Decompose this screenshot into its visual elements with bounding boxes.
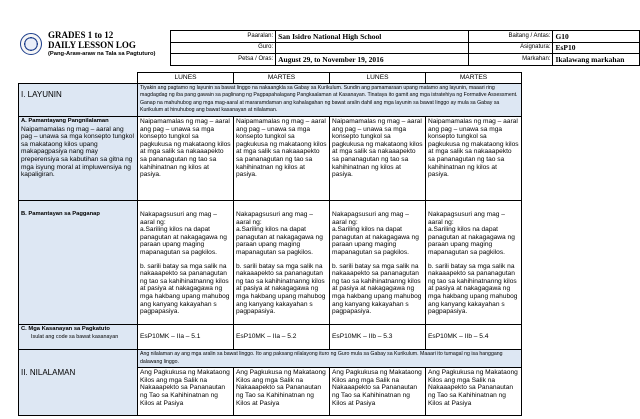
pangnilalaman-cell: Naipamamalas ng mag – aaral ang pag – unawa sa mga konsepto tungkol sa pagkukusa ng makataong kilos at mga salik sa nakaaapekto sa pananagutan ng tao sa kahihinatnan ng kilos at pasiya.	[234, 116, 330, 200]
kasanayan-code: EsP10MK – IIa – 5.2	[234, 324, 330, 349]
nilalaman-cell: Ang Pagkukusa ng Makataong Kilos ang mga Salik na Nakaaapekto sa Pananautan ng Tao sa Kahihinatnan ng Kilos at Pasiya	[426, 368, 522, 416]
markahan-label: Markahan:	[469, 54, 553, 66]
pamantayang-pangnilalaman-label-cell	[19, 116, 138, 200]
layunin-label: I. LAYUNIN	[21, 89, 62, 99]
kasanayan-label-cell	[19, 324, 138, 349]
pagganap-part-b: b. sarili batay sa mga salik na nakaaapekto sa pananagutan ng tao sa kahihinatnanng kilos at pasiya at nakagagawa ng mga hakbang upang mahubog ang kanyang kakayahan s pagpapasiya.	[332, 262, 422, 316]
pangnilalaman-cell: Naipamamalas ng mag – aaral ang pag – unawa sa mga konsepto tungkol sa pagkukusa ng makataong kilos at mga salik sa nakaaapekto sa pananagutan ng tao sa kahihinatnan ng kilos at pasiya.	[138, 116, 234, 200]
paaralan-value: San Isidro National High School	[276, 31, 469, 43]
lesson-log-table	[18, 72, 522, 416]
kasanayan-code: EsP10MK – IIb – 5.4	[426, 324, 522, 349]
corner-cell	[19, 73, 138, 84]
pagganap-cell	[426, 200, 522, 324]
nilalaman-label-cell	[19, 349, 138, 415]
pamantayang-pangnilalaman-label: A. Pamantayang Pangnilalaman	[21, 117, 109, 124]
pagganap-part-b: b. sarili batay sa mga salik na nakaaapekto sa pananagutan ng tao sa kahihinatnanng kilos at pasiya at nakagagawa ng mga hakbang upang mahubog ang kanyang kakayahan s pagpapasiya.	[140, 262, 230, 316]
pangnilalaman-cell: Naipamamalas ng mag – aaral ang pag – unawa sa mga konsepto tungkol sa pagkukusa ng makataong kilos at mga salik sa nakaaapekto sa pananagutan ng tao sa kahihinatnan ng kilos at pasiya.	[426, 116, 522, 200]
title-grades: GRADES 1 to 12	[48, 30, 114, 40]
pagganap-cell	[234, 200, 330, 324]
kasanayan-code: EsP10MK – IIa – 5.1	[138, 324, 234, 349]
nilalaman-cell: Ang Pagkukusa ng Makataong Kilos ang mga Salik na Nakaaapekto sa Pananautan ng Tao sa Kahihinatnan ng Kilos at Pasiya	[138, 368, 234, 416]
nilalaman-cell: Ang Pagkukusa ng Makataong Kilos ang mga Salik na Nakaaapekto sa Pananautan ng Tao sa Kahihinatnan ng Kilos at Pasiya	[234, 368, 330, 416]
day-header: MARTES	[234, 73, 330, 84]
markahan-value: Ikalawang markahan	[553, 54, 640, 66]
pagganap-part-a: Nakapagsusuri ang mag – aaral ng: a.Sariling kilos na dapat panagutan at nakagagawa ng paraan upang maging mapanagutan sa pagkilos.	[236, 210, 323, 256]
baitang-value: G10	[553, 31, 640, 43]
pagganap-part-a: Nakapagsusuri ang mag – aaral ng: a.Sariling kilos na dapat panagutan at nakagagawa ng paraan upang maging mapanagutan sa pagkilos.	[428, 210, 515, 256]
layunin-note: Tiyakin ang pagtamo ng layunin sa bawat linggo na nakaangkla sa Gabay sa Kurikulum. Sundin ang pamamaraan upang matamo ang layunin, maaari ring magdagdag ng iba pang gawain sa paglinang ng Pagpapahalagang Pangkaalaman at Kasanayan. Tinataya ito gamit ang mga istratehiya ng Formative Assessment. Ganap na mahuhubog ang mga mag-aaral at mararamdaman ang kahalagahan ng bawat aralin dahil ang mga layunin sa bawat linggo ay mula sa Gabay sa Kurikulum at hinuhubog ang bawat kasanayan at nilalaman.	[138, 83, 522, 116]
day-header: LUNES	[138, 73, 234, 84]
guro-label: Guro:	[171, 42, 276, 54]
pagganap-part-a: Nakapagsusuri ang mag – aaral ng: a.Sariling kilos na dapat panagutan at nakagagawa ng paraan upang maging mapanagutan sa pagkilos.	[140, 210, 227, 256]
nilalaman-note: Ang nilalaman ay ang mga aralin sa bawat linggo. Ito ang paksang nilalayong ituro ng Guro mula sa Gabay sa Kurikulum. Maaari ito tumagal ng isa hanggang dalawang linggo.	[138, 349, 522, 367]
kasanayan-sublabel: Isulat ang code sa bawat kasanayan	[31, 333, 119, 340]
pamantayang-pangnilalaman-text: Naipamamalas ng mag – aaral ang pag – unawa sa mga konsepto tungkol sa makataong kilos upang makapagpasiya nang may preperensiya sa kabutihan sa gitna ng mga isyung moral at impluwensiya ng kapaligiran.	[21, 125, 134, 179]
petsa-value: August 29, to November 19, 2016	[276, 54, 469, 66]
pamantayan-sa-pagganap-label: B. Pamantayan sa Pagganap	[21, 210, 100, 217]
title-dll: DAILY LESSON LOG	[48, 40, 136, 50]
pagganap-part-b: b. sarili batay sa mga salik na nakaaapekto sa pananagutan ng tao sa kahihinatnanng kilos at pasiya at nakagagawa ng mga hakbang upang mahubog ang kanyang kakayahan s pagpapasiya.	[428, 262, 518, 316]
nilalaman-cell: Ang Pagkukusa ng Makataong Kilos ang mga Salik na Nakaaapekto sa Pananautan ng Tao sa Kahihinatnan ng Kilos at Pasiya	[330, 368, 426, 416]
title-subtitle: (Pang-Araw-araw na Tala sa Pagtuturo)	[48, 51, 156, 57]
kasanayan-label: C. Mga Kasanayan sa Pagkatuto	[21, 325, 110, 332]
day-header: LUNES	[330, 73, 426, 84]
kasanayan-code: EsP10MK – IIb – 5.3	[330, 324, 426, 349]
layunin-label-cell	[19, 83, 138, 116]
day-header: MARTES	[426, 73, 522, 84]
asignatura-label: Asignatura:	[469, 42, 553, 54]
asignatura-value: EsP10	[553, 42, 640, 54]
deped-seal-logo	[20, 33, 42, 55]
pagganap-part-a: Nakapagsusuri ang mag – aaral ng: a.Sariling kilos na dapat panagutan at nakagagawa ng paraan upang maging mapanagutan sa pagkilos.	[332, 210, 419, 256]
info-table	[170, 30, 640, 66]
pagganap-cell	[330, 200, 426, 324]
pamantayan-sa-pagganap-label-cell	[19, 200, 138, 324]
pagganap-cell	[138, 200, 234, 324]
petsa-label: Petsa / Oras:	[171, 54, 276, 66]
guro-value	[276, 42, 469, 54]
paaralan-label: Paaralan:	[171, 31, 276, 43]
document-title-block	[48, 30, 178, 58]
pagganap-part-b: b. sarili batay sa mga salik na nakaaapekto sa pananagutan ng tao sa kahihinatnanng kilos at pasiya at nakagagawa ng mga hakbang upang mahubog ang kanyang kakayahan s pagpapasiya.	[236, 262, 326, 316]
baitang-label: Baitang / Antas:	[469, 31, 553, 43]
pangnilalaman-cell: Naipamamalas ng mag – aaral ang pag – unawa sa mga konsepto tungkol sa pagkukusa ng makataong kilos at mga salik sa nakaaapekto sa pananagutan ng tao sa kahihinatnan ng kilos at pasiya.	[330, 116, 426, 200]
nilalaman-label: II. NILALAMAN	[21, 367, 76, 377]
